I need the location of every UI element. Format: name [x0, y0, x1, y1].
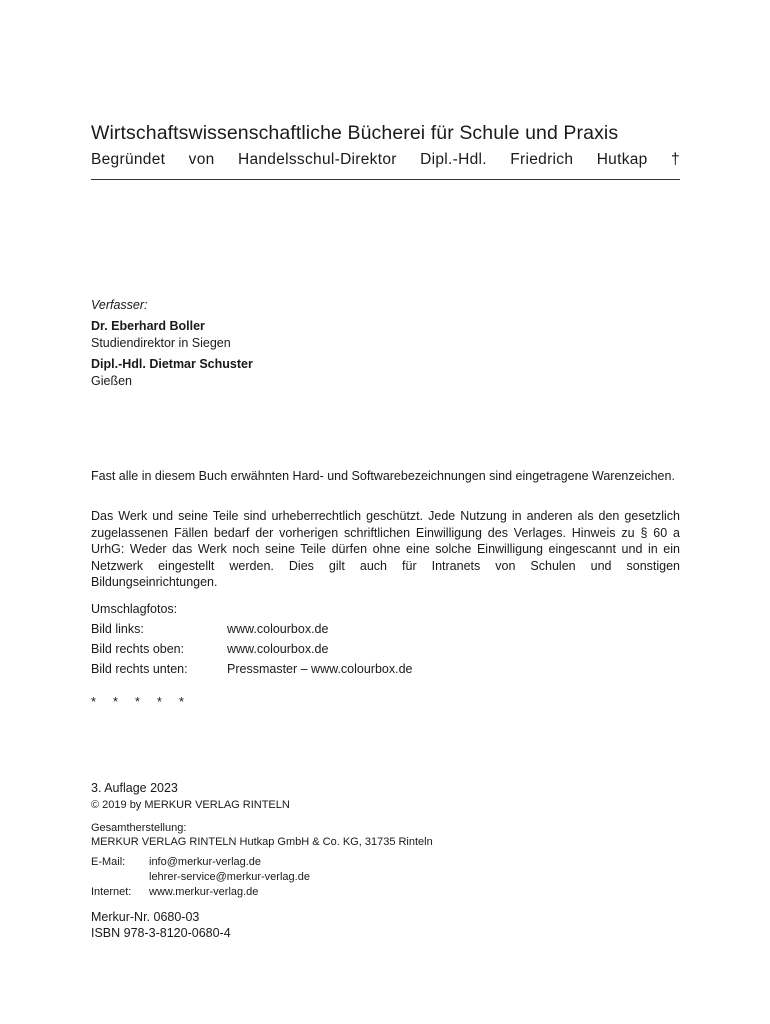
author-name: Dipl.-Hdl. Dietmar Schuster: [91, 356, 253, 371]
trademark-notice: Fast alle in diesem Buch erwähnten Hard- und Softwarebezeichnungen sind eingetragene Warenzeichen.: [91, 469, 675, 483]
email-label: E-Mail:: [91, 856, 126, 868]
cover-photos-table: [91, 619, 413, 679]
subtitle-word: Hutkap: [596, 151, 648, 168]
authors-block: [91, 297, 253, 391]
photo-label: Bild links:: [91, 622, 144, 636]
series-subtitle: [91, 151, 680, 169]
subtitle-word: von: [188, 151, 215, 168]
header-divider: [91, 179, 680, 180]
email-address: info@merkur-verlag.de: [149, 856, 262, 868]
table-row: [91, 639, 413, 659]
asterisk: *: [91, 695, 96, 709]
author-detail: Gießen: [91, 374, 132, 388]
author-name: Dr. Eberhard Boller: [91, 318, 205, 333]
asterisk: *: [157, 695, 162, 709]
asterisk: *: [179, 695, 184, 709]
isbn-number: ISBN 978-3-8120-0680-4: [91, 926, 231, 940]
contacts-table: [91, 855, 310, 900]
photo-label: Bild rechts unten:: [91, 662, 188, 676]
photo-credit: www.colourbox.de: [227, 622, 329, 636]
copyright-line: © 2019 by MERKUR VERLAG RINTELN: [91, 799, 290, 811]
series-title: Wirtschaftswissenschaftliche Bücherei für Schule und Praxis: [91, 122, 619, 144]
author-detail: Studiendirektor in Siegen: [91, 336, 231, 350]
internet-label: Internet:: [91, 886, 132, 898]
subtitle-word: Friedrich: [510, 151, 574, 168]
subtitle-word: Handelsschul-Direktor: [237, 151, 397, 168]
table-row: [91, 885, 310, 900]
table-row: [91, 855, 310, 870]
asterisk: *: [135, 695, 140, 709]
table-row: [91, 659, 413, 679]
production-block: [91, 822, 433, 849]
copyright-notice: Das Werk und seine Teile sind urheberrechtlich geschützt. Jede Nutzung in anderen als den gesetzlich zugelassenen Fällen bedarf der vorherigen schriftlichen Einwilligung des Verlages. Hinweis zu § 60 a UrhG: Weder das Werk noch seine Teile dürfen ohne eine solche Einwilligung eingescannt und in ein Netzwerk eingestellt werden. Dies gilt auch für Intranets von Schulen und sonstigen Bildungseinrichtungen.: [91, 509, 680, 589]
identifiers-block: [91, 909, 231, 941]
cover-photos-heading: Umschlagfotos:: [91, 602, 178, 616]
photo-label: Bild rechts oben:: [91, 642, 185, 656]
email-address: lehrer-service@merkur-verlag.de: [149, 871, 310, 883]
contacts-block: [91, 855, 310, 900]
production-heading: Gesamtherstellung:: [91, 822, 187, 834]
asterisk-separator: [91, 695, 201, 709]
edition-label: 3. Auflage 2023: [91, 781, 178, 795]
asterisk: *: [113, 695, 118, 709]
table-row: [91, 870, 310, 885]
cover-photos-block: [91, 599, 413, 679]
authors-role-label: Verfasser:: [91, 298, 148, 312]
dagger-symbol: †: [671, 151, 680, 168]
subtitle-word: Dipl.-Hdl.: [420, 151, 487, 168]
subtitle-word: Begründet: [91, 151, 166, 168]
table-row: [91, 619, 413, 639]
photo-credit: Pressmaster – www.colourbox.de: [227, 662, 413, 676]
website-address: www.merkur-verlag.de: [149, 886, 259, 898]
imprint-page: [91, 0, 680, 1024]
merkur-number: Merkur-Nr. 0680-03: [91, 910, 200, 924]
production-company: MERKUR VERLAG RINTELN Hutkap GmbH & Co. KG, 31735 Rinteln: [91, 835, 433, 848]
photo-credit: www.colourbox.de: [227, 642, 329, 656]
